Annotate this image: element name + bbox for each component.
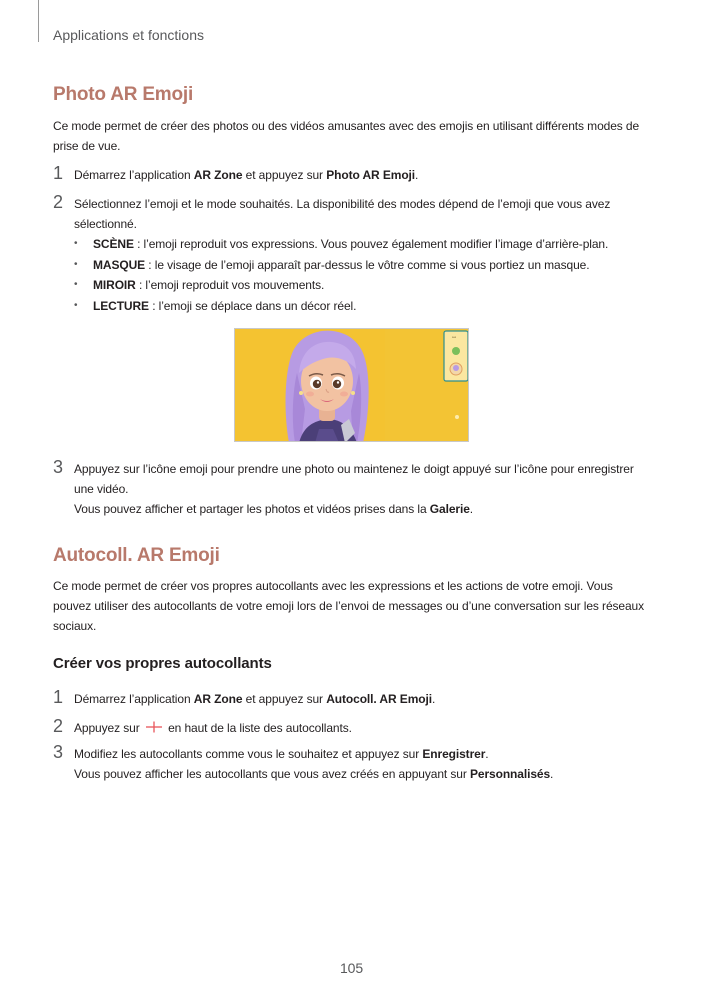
section1-intro: Ce mode permet de créer des photos ou des vidéos amusantes avec des emojis en utilisant différents modes de prise de vue. bbox=[53, 119, 640, 153]
section1-step-1: 1 Démarrez l’application AR Zone et appuyez sur Photo AR Emoji. bbox=[53, 163, 419, 183]
bullet-dot: • bbox=[74, 300, 78, 311]
step-number: 1 bbox=[53, 163, 63, 183]
section-title-photo-ar-emoji: Photo AR Emoji bbox=[53, 84, 194, 105]
svg-text:ꟷ: ꟷ bbox=[452, 335, 456, 341]
step-note: Vous pouvez afficher les autocollants que vous avez créés en appuyant sur Personnalisés. bbox=[74, 767, 554, 781]
section1-step-2 bbox=[53, 194, 653, 234]
section2-intro: Ce mode permet de créer vos propres autocollants avec les expressions et les actions de votre emoji. Vous pouvez utiliser des autocollants de votre emoji lors de l’envoi de messages ou d’une conversation sur les réseaux sociaux. bbox=[53, 579, 645, 633]
ar-emoji-preview-image bbox=[234, 328, 469, 442]
step-number: 3 bbox=[53, 742, 63, 762]
step-number: 3 bbox=[53, 457, 63, 477]
bullet-scene: • SCÈNE : l’emoji reproduit vos expressions. Vous pouvez également modifier l’image d’arrière-plan. bbox=[74, 234, 654, 254]
header-rule bbox=[38, 0, 39, 42]
subheading-create-stickers: Créer vos propres autocollants bbox=[53, 655, 272, 672]
step-number: 2 bbox=[53, 192, 63, 212]
plus-icon bbox=[145, 721, 163, 733]
ar-emoji-illustration bbox=[235, 329, 469, 442]
bullet-dot: • bbox=[74, 279, 78, 290]
bullet-lecture: • LECTURE : l’emoji se déplace dans un décor réel. bbox=[74, 296, 654, 316]
step-text: Appuyez sur l’icône emoji pour prendre une photo ou maintenez le doigt appuyé sur l’icône pour enregistrer une vidéo. bbox=[74, 462, 634, 496]
bullet-miroir: • MIROIR : l’emoji reproduit vos mouvements. bbox=[74, 275, 654, 295]
section2-step-2: 2 Appuyez sur en haut de la liste des autocollants. bbox=[53, 716, 352, 736]
section1-step-3 bbox=[53, 459, 653, 519]
section2-step-1: 1 Démarrez l’application AR Zone et appuyez sur Autocoll. AR Emoji. bbox=[53, 687, 436, 707]
running-header: Applications et fonctions bbox=[53, 27, 204, 43]
step-number: 1 bbox=[53, 687, 63, 707]
step-note: Vous pouvez afficher et partager les photos et vidéos prises dans la Galerie. bbox=[74, 502, 474, 516]
step-number: 2 bbox=[53, 716, 63, 736]
section2-step-3: 3 Modifiez les autocollants comme vous le souhaitez et appuyez sur Enregistrer. Vous pouvez afficher les autocollants que vous avez créés en appuyant sur Personnalisés. bbox=[53, 744, 653, 784]
bullet-masque: • MASQUE : le visage de l’emoji apparaît par-dessus le vôtre comme si vous portiez un masque. bbox=[74, 255, 654, 275]
bullet-dot: • bbox=[74, 238, 78, 249]
step-text: Sélectionnez l’emoji et le mode souhaités. La disponibilité des modes dépend de l’emoji que vous avez sélectionné. bbox=[74, 197, 611, 231]
section-title-autocoll-ar-emoji: Autocoll. AR Emoji bbox=[53, 545, 220, 566]
page-number: 105 bbox=[339, 960, 364, 976]
bullet-dot: • bbox=[74, 259, 78, 270]
